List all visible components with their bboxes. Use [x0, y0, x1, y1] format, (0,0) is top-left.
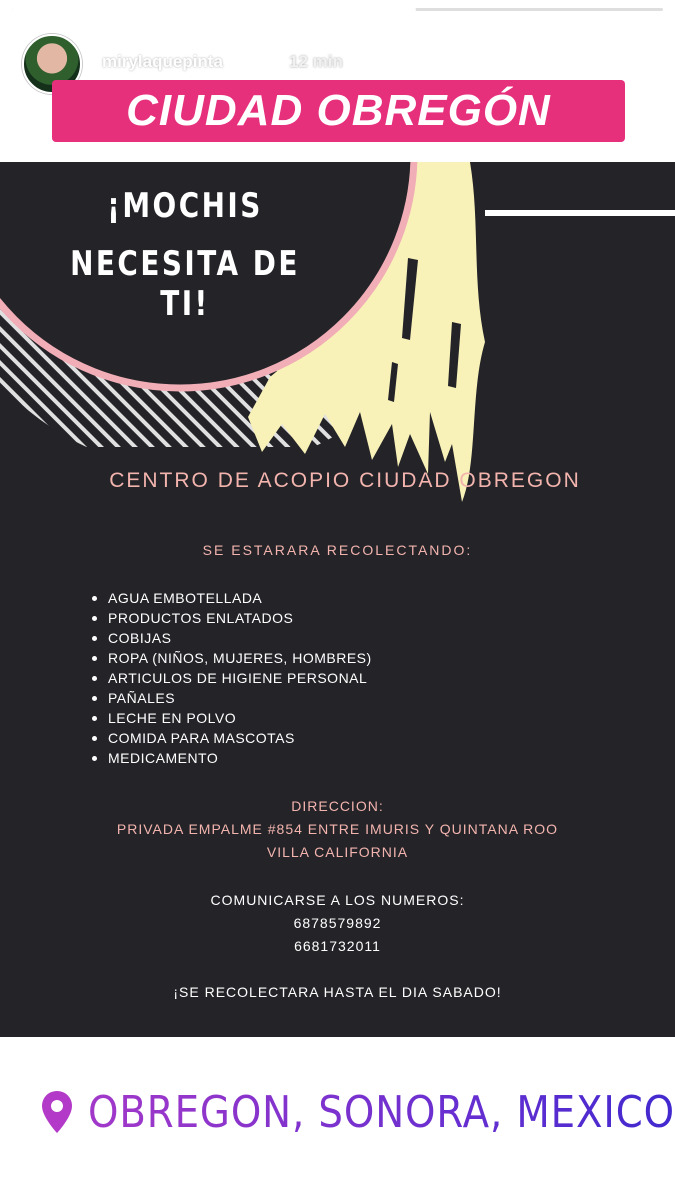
phone-number-2: 6681732011 — [294, 938, 381, 954]
list-item: AGUA EMBOTELLADA — [108, 588, 372, 608]
address-line-2: VILLA CALIFORNIA — [266, 844, 409, 860]
address-label: DIRECCION: — [291, 798, 384, 814]
list-item: PRODUCTOS ENLATADOS — [108, 608, 372, 628]
donation-items-list — [108, 588, 372, 768]
location-sticker-text: OBREGON, SONORA, MEXICO — [88, 1086, 675, 1138]
hero-heading-line-1: ¡MOCHIS — [107, 186, 263, 226]
list-item: LECHE EN POLVO — [108, 708, 372, 728]
phone-number-1: 6878579892 — [293, 915, 382, 931]
hero-heading-line-2: NECESITA DE TI! — [70, 244, 300, 324]
list-item: ARTICULOS DE HIGIENE PERSONAL — [108, 668, 372, 688]
story-time-ago: 12 min — [289, 52, 343, 71]
list-item: MEDICAMENTO — [108, 748, 372, 768]
location-sticker[interactable] — [40, 1082, 675, 1142]
title-banner — [52, 80, 625, 142]
story-progress-bar — [12, 8, 663, 11]
deadline-note: ¡SE RECOLECTARA HASTA EL DIA SABADO! — [173, 984, 502, 1000]
send-icon[interactable] — [492, 1132, 542, 1178]
list-item: COMIDA PARA MASCOTAS — [108, 728, 372, 748]
location-pin-icon — [40, 1089, 74, 1135]
more-options-icon[interactable] — [622, 1138, 636, 1172]
contact-label: COMUNICARSE A LOS NUMEROS: — [210, 892, 465, 908]
list-item: ROPA (NIÑOS, MUJERES, HOMBRES) — [108, 650, 372, 666]
address-line-1: PRIVADA EMPALME #854 ENTRE IMURIS Y QUINTANA ROO — [116, 821, 559, 837]
collecting-subheading: SE ESTARARA RECOLECTANDO: — [202, 542, 473, 558]
list-item: COBIJAS — [108, 628, 372, 648]
white-accent-line — [485, 210, 675, 216]
story-progress-fill — [12, 8, 416, 11]
username[interactable]: mirylaquepinta — [102, 52, 223, 71]
centro-de-acopio-heading: CENTRO DE ACOPIO CIUDAD OBREGON — [109, 469, 581, 492]
poster — [0, 162, 675, 1037]
title-banner-text: CIUDAD OBREGÓN — [126, 86, 551, 135]
list-item: PAÑALES — [108, 688, 372, 708]
